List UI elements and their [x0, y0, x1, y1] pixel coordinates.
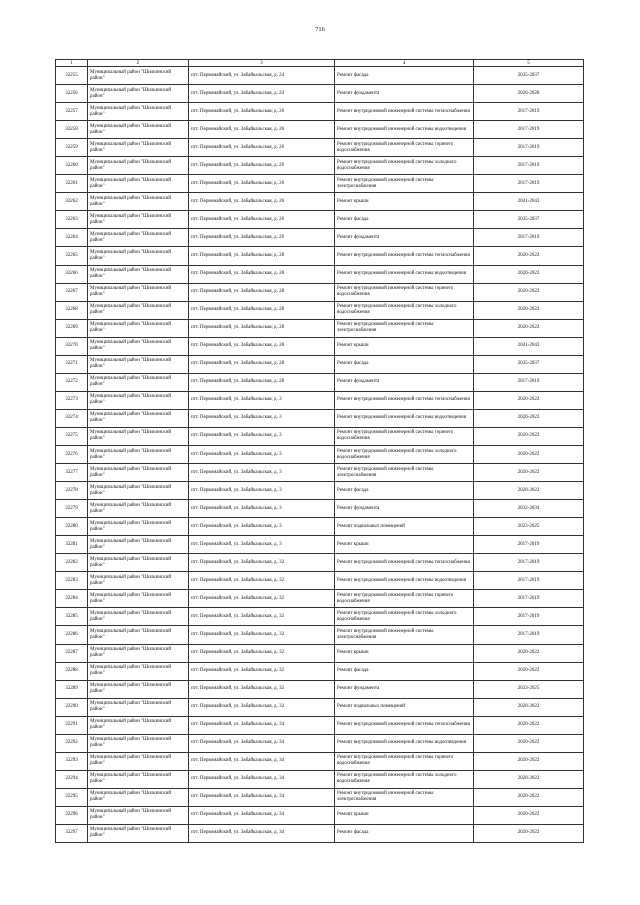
work-type-cell: Ремонт внутридомовой инженерной системы электроснабжения — [335, 319, 474, 337]
address-cell: пгт. Первомайский, ул. Забайкальская, д. 3 — [189, 409, 335, 427]
row-number: 32284 — [56, 590, 88, 608]
address-cell: пгт. Первомайский, ул. Забайкальская, д. 32 — [189, 626, 335, 644]
work-type-cell: Ремонт внутридомовой инженерной системы водоотведения — [335, 734, 474, 752]
row-number: 32276 — [56, 445, 88, 463]
address-cell: пгт. Первомайский, ул. Забайкальская, д. 26 — [189, 175, 335, 193]
address-cell: пгт. Первомайский, ул. Забайкальская, д. 3 — [189, 427, 335, 445]
table-row — [56, 698, 584, 716]
address-cell: пгт. Первомайский, ул. Забайкальская, д. 26 — [189, 211, 335, 229]
row-number: 32275 — [56, 427, 88, 445]
period-cell: 2020-2022 — [474, 319, 584, 337]
work-type-cell: Ремонт фасада — [335, 355, 474, 373]
table-row — [56, 590, 584, 608]
row-number: 32287 — [56, 644, 88, 662]
table-row — [56, 301, 584, 319]
row-number: 32290 — [56, 698, 88, 716]
municipality-cell: Муниципальный район "Шилкинский район" — [88, 229, 189, 247]
period-cell: 2017-2019 — [474, 175, 584, 193]
column-header: 2 — [88, 60, 189, 67]
table-row — [56, 283, 584, 301]
table-row — [56, 103, 584, 121]
column-header: 3 — [189, 60, 335, 67]
municipality-cell: Муниципальный район "Шилкинский район" — [88, 337, 189, 355]
municipality-cell: Муниципальный район "Шилкинский район" — [88, 752, 189, 770]
table-row — [56, 680, 584, 698]
address-cell: пгт. Первомайский, ул. Забайкальская, д. 26 — [189, 229, 335, 247]
work-type-cell: Ремонт внутридомовой инженерной системы горячего водоснабжения — [335, 590, 474, 608]
period-cell: 2023-2025 — [474, 680, 584, 698]
period-cell: 2020-2022 — [474, 824, 584, 842]
address-cell: пгт. Первомайский, ул. Забайкальская, д. 3 — [189, 445, 335, 463]
row-number: 32297 — [56, 824, 88, 842]
municipality-cell: Муниципальный район "Шилкинский район" — [88, 716, 189, 734]
row-number: 32281 — [56, 536, 88, 554]
row-number: 32260 — [56, 157, 88, 175]
municipality-cell: Муниципальный район "Шилкинский район" — [88, 427, 189, 445]
address-cell: пгт. Первомайский, ул. Забайкальская, д. 28 — [189, 247, 335, 265]
municipality-cell: Муниципальный район "Шилкинский район" — [88, 409, 189, 427]
row-number: 32256 — [56, 85, 88, 103]
work-type-cell: Ремонт внутридомовой инженерной системы теплоснабжения — [335, 391, 474, 409]
municipality-cell: Муниципальный район "Шилкинский район" — [88, 644, 189, 662]
period-cell: 2020-2022 — [474, 698, 584, 716]
row-number: 32255 — [56, 67, 88, 85]
table-row — [56, 482, 584, 500]
address-cell: пгт. Первомайский, ул. Забайкальская, д. 34 — [189, 770, 335, 788]
municipality-cell: Муниципальный район "Шилкинский район" — [88, 536, 189, 554]
row-number: 32277 — [56, 464, 88, 482]
table-row — [56, 265, 584, 283]
row-number: 32261 — [56, 175, 88, 193]
address-cell: пгт. Первомайский, ул. Забайкальская, д. 32 — [189, 590, 335, 608]
period-cell: 2017-2019 — [474, 590, 584, 608]
row-number: 32269 — [56, 319, 88, 337]
municipality-cell: Муниципальный район "Шилкинский район" — [88, 626, 189, 644]
table-row — [56, 121, 584, 139]
period-cell: 2035-2037 — [474, 211, 584, 229]
table-row — [56, 662, 584, 680]
row-number: 32294 — [56, 770, 88, 788]
work-type-cell: Ремонт фундамента — [335, 500, 474, 518]
municipality-cell: Муниципальный район "Шилкинский район" — [88, 247, 189, 265]
table-row — [56, 85, 584, 103]
work-type-cell: Ремонт внутридомовой инженерной системы теплоснабжения — [335, 103, 474, 121]
address-cell: пгт. Первомайский, ул. Забайкальская, д. 26 — [189, 121, 335, 139]
address-cell: пгт. Первомайский, ул. Забайкальская, д. 34 — [189, 806, 335, 824]
work-type-cell: Ремонт крыши — [335, 644, 474, 662]
address-cell: пгт. Первомайский, ул. Забайкальская, д. 34 — [189, 752, 335, 770]
work-type-cell: Ремонт фундамента — [335, 85, 474, 103]
row-number: 32264 — [56, 229, 88, 247]
municipality-cell: Муниципальный район "Шилкинский район" — [88, 445, 189, 463]
period-cell: 2017-2019 — [474, 572, 584, 590]
row-number: 32267 — [56, 283, 88, 301]
period-cell: 2020-2022 — [474, 482, 584, 500]
work-type-cell: Ремонт фасада — [335, 67, 474, 85]
work-type-cell: Ремонт внутридомовой инженерной системы горячего водоснабжения — [335, 283, 474, 301]
period-cell: 2035-2037 — [474, 355, 584, 373]
municipality-cell: Муниципальный район "Шилкинский район" — [88, 373, 189, 391]
period-cell: 2020-2022 — [474, 283, 584, 301]
address-cell: пгт. Первомайский, ул. Забайкальская, д. 28 — [189, 337, 335, 355]
work-type-cell: Ремонт внутридомовой инженерной системы теплоснабжения — [335, 247, 474, 265]
table-row — [56, 626, 584, 644]
period-cell: 2041-2043 — [474, 337, 584, 355]
work-type-cell: Ремонт фасада — [335, 482, 474, 500]
row-number: 32270 — [56, 337, 88, 355]
municipality-cell: Муниципальный район "Шилкинский район" — [88, 301, 189, 319]
address-cell: пгт. Первомайский, ул. Забайкальская, д. 32 — [189, 698, 335, 716]
work-type-cell: Ремонт внутридомовой инженерной системы электроснабжения — [335, 175, 474, 193]
address-cell: пгт. Первомайский, ул. Забайкальская, д. 34 — [189, 788, 335, 806]
municipality-cell: Муниципальный район "Шилкинский район" — [88, 103, 189, 121]
table-row — [56, 427, 584, 445]
municipality-cell: Муниципальный район "Шилкинский район" — [88, 283, 189, 301]
period-cell: 2020-2022 — [474, 301, 584, 319]
period-cell: 2026-2028 — [474, 85, 584, 103]
table-row — [56, 391, 584, 409]
period-cell: 2035-2037 — [474, 67, 584, 85]
table-row — [56, 139, 584, 157]
row-number: 32283 — [56, 572, 88, 590]
table-row — [56, 337, 584, 355]
address-cell: пгт. Первомайский, ул. Забайкальская, д. 24 — [189, 85, 335, 103]
table-row — [56, 734, 584, 752]
municipality-cell: Муниципальный район "Шилкинский район" — [88, 806, 189, 824]
period-cell: 2020-2022 — [474, 770, 584, 788]
row-number: 32273 — [56, 391, 88, 409]
period-cell: 2041-2043 — [474, 193, 584, 211]
address-cell: пгт. Первомайский, ул. Забайкальская, д. 3 — [189, 464, 335, 482]
row-number: 32278 — [56, 482, 88, 500]
row-number: 32289 — [56, 680, 88, 698]
period-cell: 2020-2022 — [474, 464, 584, 482]
address-cell: пгт. Первомайский, ул. Забайкальская, д. 3 — [189, 391, 335, 409]
row-number: 32257 — [56, 103, 88, 121]
municipality-cell: Муниципальный район "Шилкинский район" — [88, 175, 189, 193]
row-number: 32259 — [56, 139, 88, 157]
period-cell: 2023-2025 — [474, 518, 584, 536]
address-cell: пгт. Первомайский, ул. Забайкальская, д. 3 — [189, 482, 335, 500]
row-number: 32288 — [56, 662, 88, 680]
municipality-cell: Муниципальный район "Шилкинский район" — [88, 518, 189, 536]
address-cell: пгт. Первомайский, ул. Забайкальская, д. 26 — [189, 193, 335, 211]
work-type-cell: Ремонт крыши — [335, 536, 474, 554]
period-cell: 2017-2019 — [474, 554, 584, 572]
address-cell: пгт. Первомайский, ул. Забайкальская, д. 28 — [189, 373, 335, 391]
period-cell: 2017-2019 — [474, 157, 584, 175]
municipality-cell: Муниципальный район "Шилкинский район" — [88, 788, 189, 806]
municipality-cell: Муниципальный район "Шилкинский район" — [88, 770, 189, 788]
row-number: 32262 — [56, 193, 88, 211]
table-row — [56, 409, 584, 427]
period-cell: 2017-2019 — [474, 103, 584, 121]
table-row — [56, 554, 584, 572]
work-type-cell: Ремонт фундамента — [335, 373, 474, 391]
page-number: 716 — [315, 26, 325, 33]
period-cell: 2017-2019 — [474, 373, 584, 391]
period-cell: 2020-2022 — [474, 752, 584, 770]
work-type-cell: Ремонт внутридомовой инженерной системы водоотведения — [335, 121, 474, 139]
municipality-cell: Муниципальный район "Шилкинский район" — [88, 464, 189, 482]
municipality-cell: Муниципальный район "Шилкинский район" — [88, 500, 189, 518]
municipality-cell: Муниципальный район "Шилкинский район" — [88, 319, 189, 337]
work-type-cell: Ремонт внутридомовой инженерной системы водоотведения — [335, 409, 474, 427]
address-cell: пгт. Первомайский, ул. Забайкальская, д. 34 — [189, 734, 335, 752]
work-type-cell: Ремонт внутридомовой инженерной системы теплоснабжения — [335, 554, 474, 572]
table-body — [56, 67, 584, 843]
row-number: 32285 — [56, 608, 88, 626]
work-type-cell: Ремонт внутридомовой инженерной системы холодного водоснабжения — [335, 157, 474, 175]
municipality-cell: Муниципальный район "Шилкинский район" — [88, 391, 189, 409]
period-cell: 2017-2019 — [474, 626, 584, 644]
work-type-cell: Ремонт внутридомовой инженерной системы электроснабжения — [335, 788, 474, 806]
period-cell: 2020-2022 — [474, 247, 584, 265]
address-cell: пгт. Первомайский, ул. Забайкальская, д. 32 — [189, 554, 335, 572]
period-cell: 2020-2022 — [474, 265, 584, 283]
period-cell: 2020-2022 — [474, 662, 584, 680]
municipality-cell: Муниципальный район "Шилкинский район" — [88, 824, 189, 842]
work-type-cell: Ремонт внутридомовой инженерной системы холодного водоснабжения — [335, 608, 474, 626]
municipality-cell: Муниципальный район "Шилкинский район" — [88, 554, 189, 572]
period-cell: 2020-2022 — [474, 445, 584, 463]
table-row — [56, 500, 584, 518]
table-row — [56, 319, 584, 337]
work-type-cell: Ремонт внутридомовой инженерной системы холодного водоснабжения — [335, 301, 474, 319]
municipality-cell: Муниципальный район "Шилкинский район" — [88, 662, 189, 680]
table-row — [56, 752, 584, 770]
address-cell: пгт. Первомайский, ул. Забайкальская, д. 28 — [189, 265, 335, 283]
work-type-cell: Ремонт внутридомовой инженерной системы горячего водоснабжения — [335, 139, 474, 157]
work-type-cell: Ремонт фундамента — [335, 229, 474, 247]
row-number: 32271 — [56, 355, 88, 373]
municipality-cell: Муниципальный район "Шилкинский район" — [88, 355, 189, 373]
work-type-cell: Ремонт фасада — [335, 824, 474, 842]
row-number: 32266 — [56, 265, 88, 283]
table-row — [56, 806, 584, 824]
period-cell: 2017-2019 — [474, 229, 584, 247]
row-number: 32295 — [56, 788, 88, 806]
address-cell: пгт. Первомайский, ул. Забайкальская, д. 28 — [189, 355, 335, 373]
municipality-cell: Муниципальный район "Шилкинский район" — [88, 590, 189, 608]
table-row — [56, 788, 584, 806]
table-row — [56, 770, 584, 788]
address-cell: пгт. Первомайский, ул. Забайкальская, д. 28 — [189, 301, 335, 319]
municipality-cell: Муниципальный район "Шилкинский район" — [88, 157, 189, 175]
address-cell: пгт. Первомайский, ул. Забайкальская, д. 24 — [189, 67, 335, 85]
municipality-cell: Муниципальный район "Шилкинский район" — [88, 608, 189, 626]
row-number: 32296 — [56, 806, 88, 824]
repair-schedule-table — [55, 59, 584, 843]
table-header-row — [56, 60, 584, 67]
row-number: 32265 — [56, 247, 88, 265]
period-cell: 2017-2019 — [474, 608, 584, 626]
table-row — [56, 644, 584, 662]
row-number: 32272 — [56, 373, 88, 391]
address-cell: пгт. Первомайский, ул. Забайкальская, д. 34 — [189, 716, 335, 734]
period-cell: 2020-2022 — [474, 788, 584, 806]
municipality-cell: Муниципальный район "Шилкинский район" — [88, 734, 189, 752]
table-row — [56, 229, 584, 247]
row-number: 32286 — [56, 626, 88, 644]
address-cell: пгт. Первомайский, ул. Забайкальская, д. 28 — [189, 283, 335, 301]
period-cell: 2032-2034 — [474, 500, 584, 518]
municipality-cell: Муниципальный район "Шилкинский район" — [88, 482, 189, 500]
period-cell: 2020-2022 — [474, 806, 584, 824]
row-number: 32274 — [56, 409, 88, 427]
municipality-cell: Муниципальный район "Шилкинский район" — [88, 121, 189, 139]
address-cell: пгт. Первомайский, ул. Забайкальская, д. 26 — [189, 157, 335, 175]
address-cell: пгт. Первомайский, ул. Забайкальская, д. 32 — [189, 608, 335, 626]
work-type-cell: Ремонт внутридомовой инженерной системы электроснабжения — [335, 626, 474, 644]
municipality-cell: Муниципальный район "Шилкинский район" — [88, 680, 189, 698]
row-number: 32258 — [56, 121, 88, 139]
work-type-cell: Ремонт внутридомовой инженерной системы водоотведения — [335, 572, 474, 590]
work-type-cell: Ремонт фасада — [335, 211, 474, 229]
work-type-cell: Ремонт внутридомовой инженерной системы холодного водоснабжения — [335, 770, 474, 788]
municipality-cell: Муниципальный район "Шилкинский район" — [88, 265, 189, 283]
work-type-cell: Ремонт внутридомовой инженерной системы теплоснабжения — [335, 716, 474, 734]
period-cell: 2020-2022 — [474, 716, 584, 734]
table-row — [56, 572, 584, 590]
column-header: 5 — [474, 60, 584, 67]
table-row — [56, 247, 584, 265]
work-type-cell: Ремонт подвальных помещений — [335, 518, 474, 536]
row-number: 32280 — [56, 518, 88, 536]
address-cell: пгт. Первомайский, ул. Забайкальская, д. 26 — [189, 103, 335, 121]
work-type-cell: Ремонт крыши — [335, 806, 474, 824]
table-row — [56, 175, 584, 193]
municipality-cell: Муниципальный район "Шилкинский район" — [88, 211, 189, 229]
table-row — [56, 716, 584, 734]
municipality-cell: Муниципальный район "Шилкинский район" — [88, 67, 189, 85]
address-cell: пгт. Первомайский, ул. Забайкальская, д. 3 — [189, 536, 335, 554]
municipality-cell: Муниципальный район "Шилкинский район" — [88, 139, 189, 157]
municipality-cell: Муниципальный район "Шилкинский район" — [88, 193, 189, 211]
period-cell: 2020-2022 — [474, 734, 584, 752]
table-row — [56, 608, 584, 626]
row-number: 32279 — [56, 500, 88, 518]
table-row — [56, 536, 584, 554]
row-number: 32291 — [56, 716, 88, 734]
work-type-cell: Ремонт крыши — [335, 193, 474, 211]
row-number: 32282 — [56, 554, 88, 572]
period-cell: 2017-2019 — [474, 536, 584, 554]
table-row — [56, 157, 584, 175]
table-row — [56, 193, 584, 211]
column-header: 4 — [335, 60, 474, 67]
address-cell: пгт. Первомайский, ул. Забайкальская, д. 32 — [189, 680, 335, 698]
work-type-cell: Ремонт внутридомовой инженерной системы электроснабжения — [335, 464, 474, 482]
address-cell: пгт. Первомайский, ул. Забайкальская, д. 32 — [189, 572, 335, 590]
table-row — [56, 355, 584, 373]
municipality-cell: Муниципальный район "Шилкинский район" — [88, 698, 189, 716]
table-row — [56, 824, 584, 842]
address-cell: пгт. Первомайский, ул. Забайкальская, д. 26 — [189, 139, 335, 157]
table-row — [56, 518, 584, 536]
work-type-cell: Ремонт фасада — [335, 662, 474, 680]
address-cell: пгт. Первомайский, ул. Забайкальская, д. 28 — [189, 319, 335, 337]
row-number: 32292 — [56, 734, 88, 752]
work-type-cell: Ремонт внутридомовой инженерной системы горячего водоснабжения — [335, 752, 474, 770]
work-type-cell: Ремонт крыши — [335, 337, 474, 355]
table-row — [56, 373, 584, 391]
address-cell: пгт. Первомайский, ул. Забайкальская, д. 3 — [189, 500, 335, 518]
column-header: 1 — [56, 60, 88, 67]
period-cell: 2020-2022 — [474, 391, 584, 409]
period-cell: 2020-2022 — [474, 427, 584, 445]
row-number: 32263 — [56, 211, 88, 229]
work-type-cell: Ремонт фундамента — [335, 680, 474, 698]
table-row — [56, 464, 584, 482]
work-type-cell: Ремонт внутридомовой инженерной системы водоотведения — [335, 265, 474, 283]
table-row — [56, 67, 584, 85]
address-cell: пгт. Первомайский, ул. Забайкальская, д. 3 — [189, 518, 335, 536]
period-cell: 2020-2022 — [474, 644, 584, 662]
address-cell: пгт. Первомайский, ул. Забайкальская, д. 34 — [189, 824, 335, 842]
period-cell: 2017-2019 — [474, 121, 584, 139]
address-cell: пгт. Первомайский, ул. Забайкальская, д. 32 — [189, 644, 335, 662]
row-number: 32268 — [56, 301, 88, 319]
municipality-cell: Муниципальный район "Шилкинский район" — [88, 572, 189, 590]
work-type-cell: Ремонт подвальных помещений — [335, 698, 474, 716]
period-cell: 2020-2022 — [474, 409, 584, 427]
work-type-cell: Ремонт внутридомовой инженерной системы горячего водоснабжения — [335, 427, 474, 445]
municipality-cell: Муниципальный район "Шилкинский район" — [88, 85, 189, 103]
period-cell: 2017-2019 — [474, 139, 584, 157]
address-cell: пгт. Первомайский, ул. Забайкальская, д. 32 — [189, 662, 335, 680]
table-row — [56, 445, 584, 463]
table-row — [56, 211, 584, 229]
row-number: 32293 — [56, 752, 88, 770]
work-type-cell: Ремонт внутридомовой инженерной системы холодного водоснабжения — [335, 445, 474, 463]
